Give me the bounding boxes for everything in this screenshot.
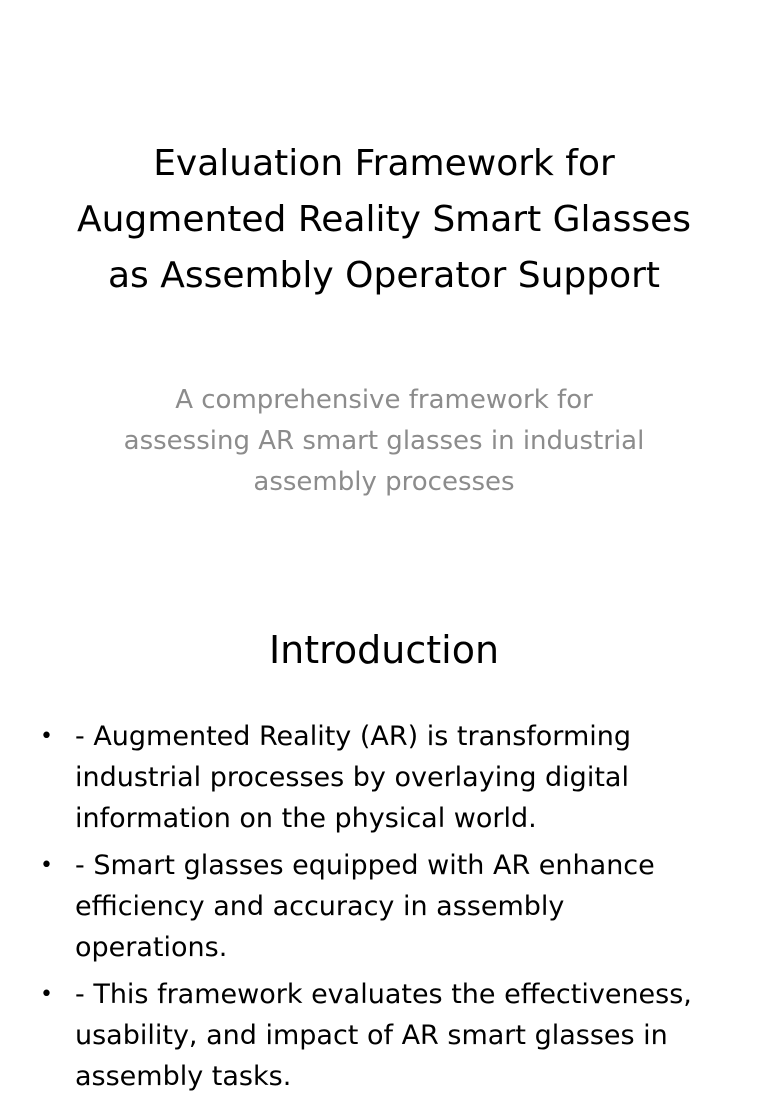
bullet-icon: •	[40, 724, 53, 749]
bullet-text: - This framework evaluates the effectiveness, usability, and impact of AR smart glasses in assembly tasks.	[75, 979, 692, 1092]
bullet-icon: •	[40, 853, 53, 878]
bullet-item	[40, 845, 720, 968]
section-heading: Introduction	[268, 628, 500, 672]
bullet-text: - Augmented Reality (AR) is transforming industrial processes by overlaying digital information on the physical world.	[75, 721, 631, 834]
bullet-icon: •	[40, 982, 53, 1007]
bullet-item	[40, 716, 720, 839]
bullet-list	[40, 716, 720, 1103]
bullet-text: - Smart glasses equipped with AR enhance efficiency and accuracy in assembly operations.	[75, 850, 655, 963]
slide-subtitle: A comprehensive framework for assessing AR smart glasses in industrial assembly processes	[123, 385, 645, 497]
slide-title: Evaluation Framework for Augmented Reality Smart Glasses as Assembly Operator Support	[76, 143, 692, 296]
bullet-item	[40, 974, 720, 1097]
